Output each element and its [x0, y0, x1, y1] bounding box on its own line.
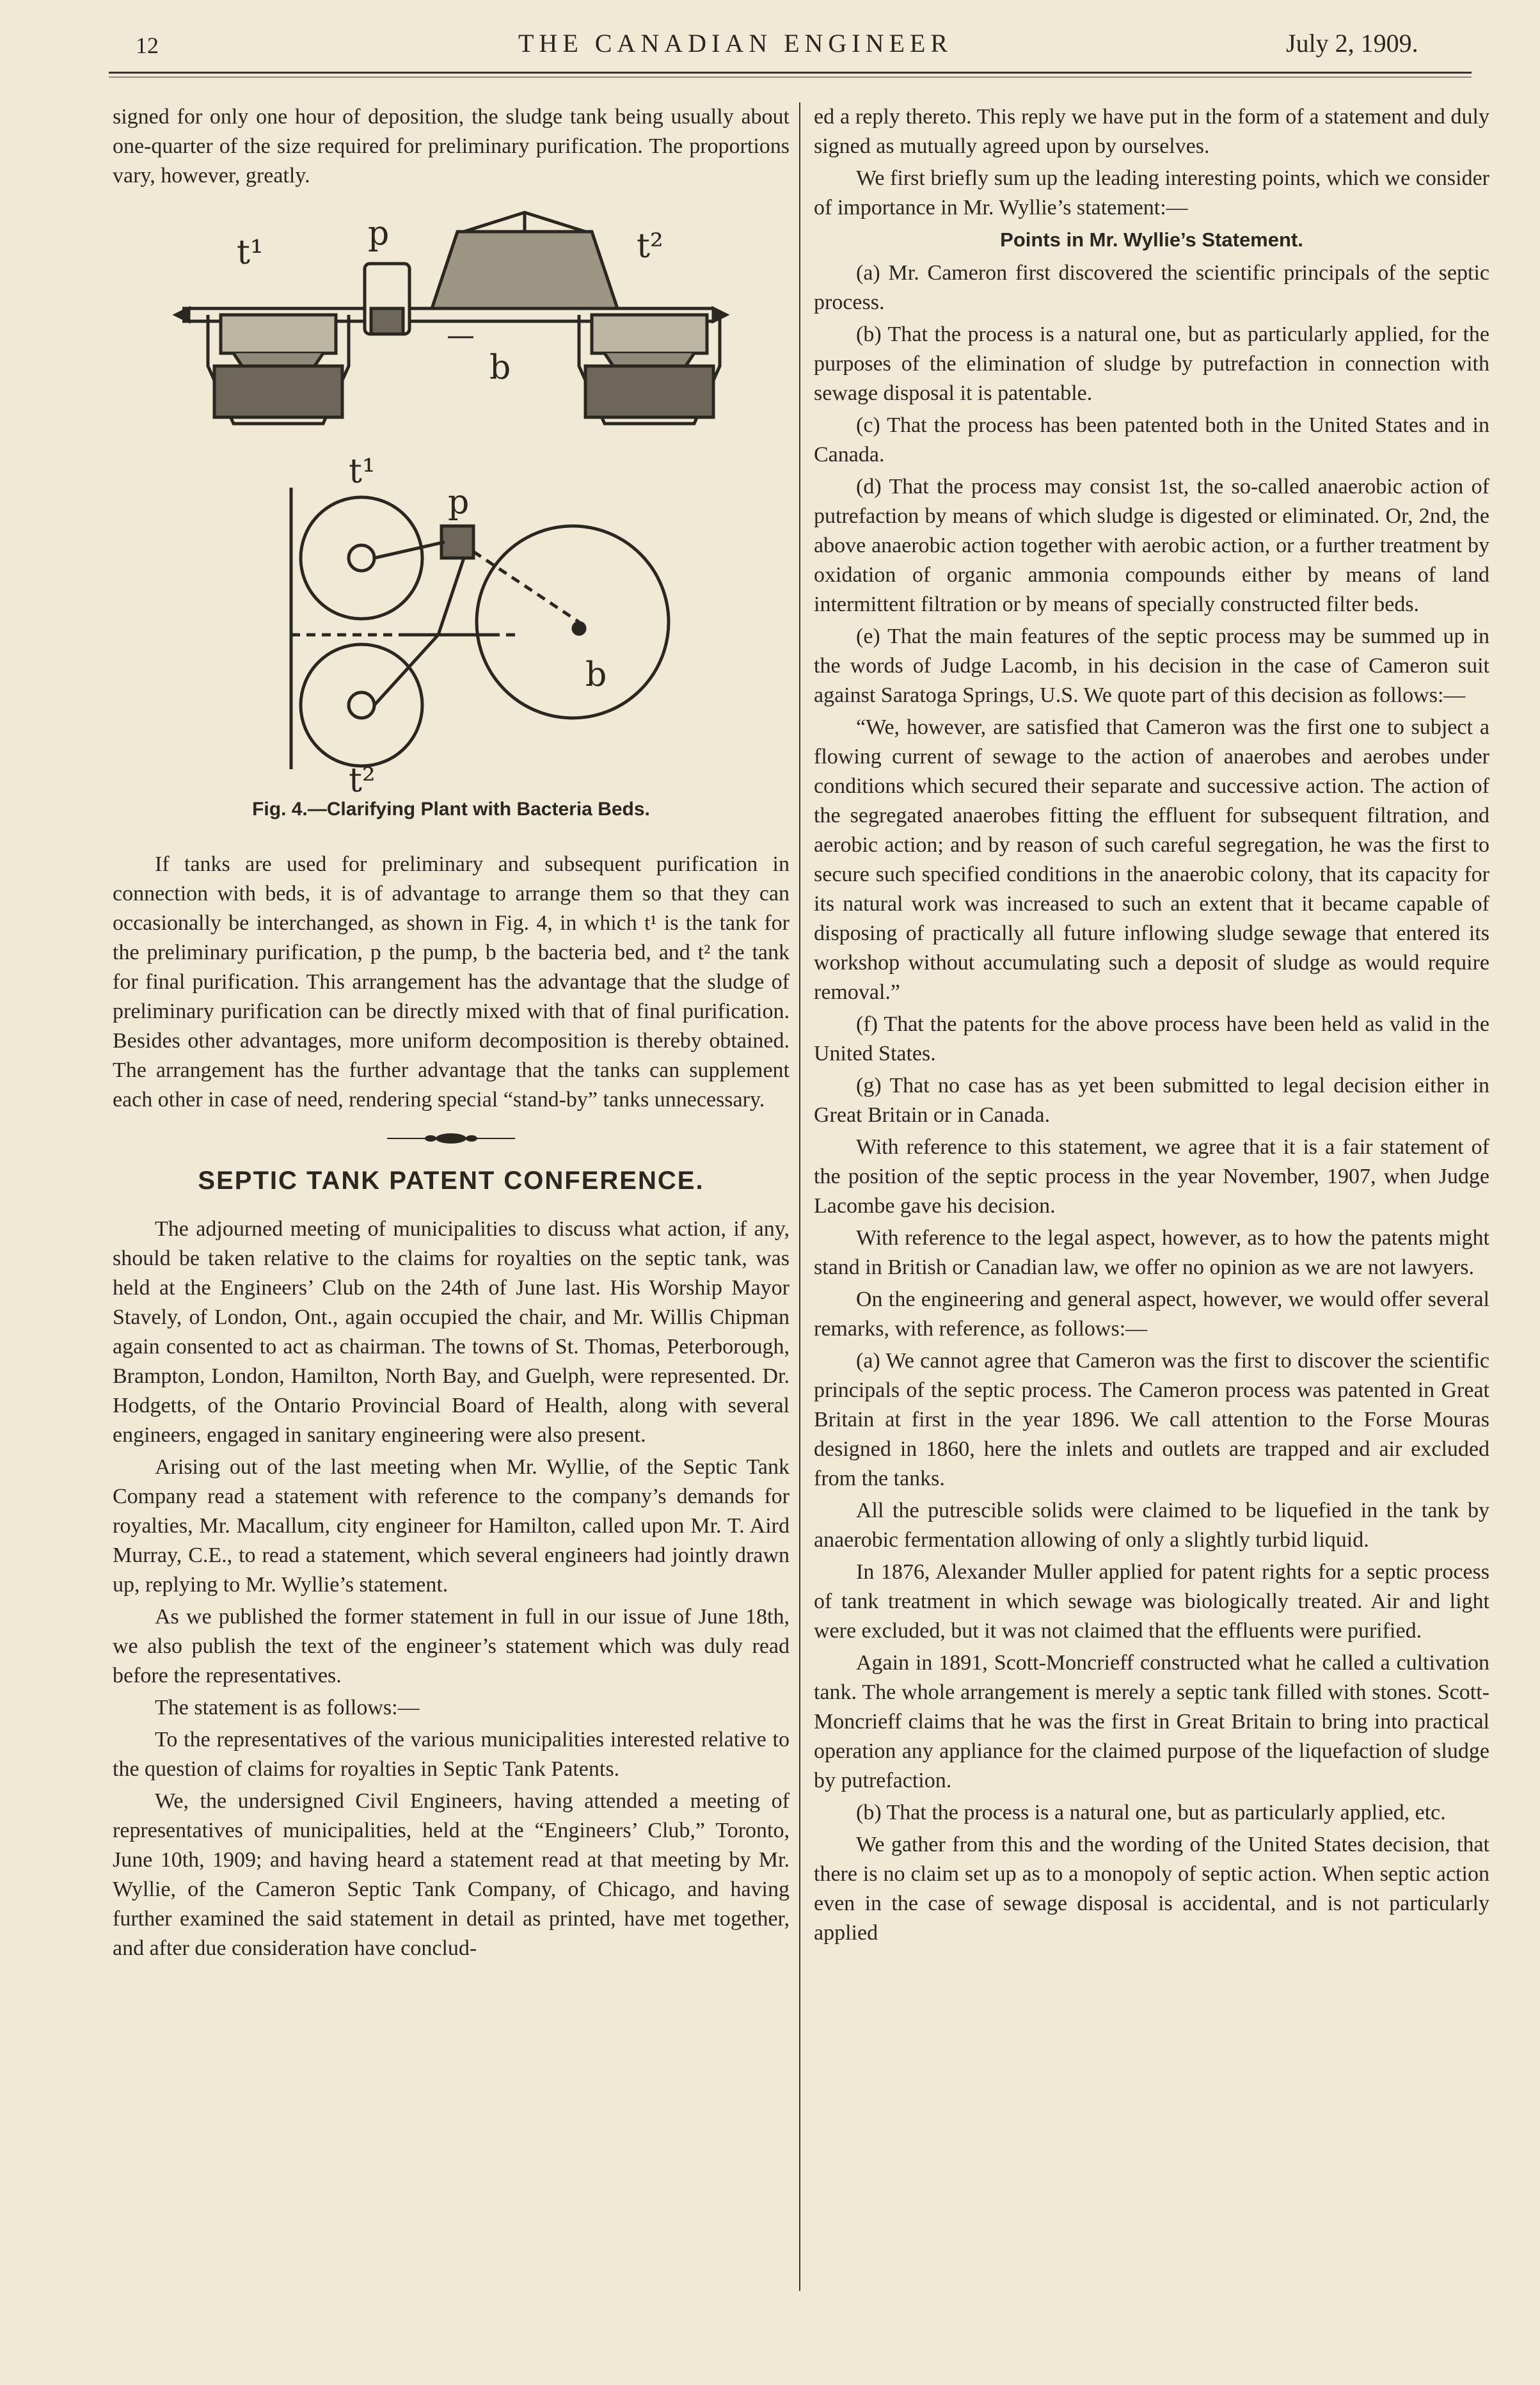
- gather-paragraph: We gather from this and the wording of the United States decision, that there is no claim set up as to a monopoly of septic action. When septic action even in the case of sewage disposal is accidental, and is not particularly applied: [814, 1833, 1489, 1945]
- header-rule: [109, 72, 1472, 74]
- page-number: 12: [136, 33, 159, 58]
- reference-paragraph-2: With reference to the legal aspect, however, as to how the patents might stand in British or Canadian law, we offer no opinion as we are not lawyers.: [814, 1226, 1489, 1279]
- continued-paragraph: ed a reply thereto. This reply we have put in the form of a statement and duly signed as mutually agreed upon by ourselves.: [814, 105, 1489, 158]
- point-f: (f) That the patents for the above process have been held as valid in the United States.: [814, 1012, 1489, 1065]
- first-sum-paragraph: We first briefly sum up the leading interesting points, which we consider of importance in Mr. Wyllie’s statement:—: [814, 166, 1489, 219]
- putrescible-paragraph: All the putrescible solids were claimed to be liquefied in the tank by anaerobic fermentation allowing of only a slightly turbid liquid.: [814, 1499, 1489, 1552]
- point-c: (c) That the process has been patented both in the United States and in Canada.: [814, 413, 1489, 467]
- address-paragraph: To the representatives of the various municipalities interested relative to the question of claims for royalties in Septic Tank Patents.: [113, 1728, 790, 1781]
- fig4-elevation-drawing: [163, 193, 739, 449]
- muller-paragraph: In 1876, Alexander Muller applied for patent rights for a septic process of tank treatment in which sewage was biologically treated. Air and light were excluded, but it was not claimed that the effluents were purified.: [814, 1560, 1489, 1643]
- tanks-paragraph: If tanks are used for preliminary and subsequent purification in connection with beds, it is of advantage to arrange them so that they can occasionally be interchanged, as shown in Fig. 4, in which t¹ is the tank for the preliminary purification, p the pump, b the bacteria bed, and t² the tank for final purification. This arrangement has the advantage that the sludge of preliminary purification can be directly mixed with that of final purification. Besides other advantages, more uniform decomposition is thereby obtained. The arrangement has the further advantage that the tanks can supplement each other in case of need, rendering special “stand-by” tanks unnecessary.: [113, 852, 790, 1112]
- fig4-plan-label-b: b: [585, 656, 607, 694]
- right-column: [814, 102, 1489, 1950]
- issue-date: July 2, 1909.: [1286, 29, 1418, 58]
- fig4-label-b: b: [489, 349, 511, 387]
- arising-paragraph: Arising out of the last meeting when Mr. Wyllie, of the Septic Tank Company read a statement with reference to the company’s demands for royalties, Mr. Macallum, city engineer for Hamilton, called upon Mr. T. Aird Murray, C.E., to read a statement, which several engineers had jointly drawn up, replying to Mr. Wyllie’s statement.: [113, 1455, 790, 1597]
- statement-intro: The statement is as follows:—: [155, 1696, 420, 1719]
- fig4-label-t1: t¹: [237, 234, 264, 272]
- section-ornament: [387, 1129, 515, 1148]
- fig4-label-p: p: [368, 214, 390, 253]
- remark-a: (a) We cannot agree that Cameron was the first to discover the scientific principals of the septic process. The Cameron process was patented in Great Britain at first in the year 1896. We call attention to the Forse Mouras designed in 1860, here the inlets and outlets are trapped and air excluded from the tanks.: [814, 1349, 1489, 1490]
- fig4-plan-label-t1: t¹: [349, 452, 376, 491]
- fig4-label-t2: t²: [637, 227, 663, 266]
- fig4-plan-drawing: [163, 449, 739, 795]
- point-g: (g) That no case has as yet been submitted to legal decision either in Great Britain or in Canada.: [814, 1074, 1489, 1127]
- decision-quote: “We, however, are satisfied that Cameron was the first one to subject a flowing current of sewage to the action of anaerobes and aerobes under conditions which secured their separate and successive action. The action of the segregated anaerobes fitting the effluent for subsequent filtration, and aerobic action; and by reason of such careful segregation, he was the first to secure such specified conditions in the anaerobic colony, that its capacity for its natural work was increased to such an extent that it became capable of disposing of practically all future inflowing sludge sewage that entered its workshop without accumulating such a deposit of sludge as would require removal.”: [814, 715, 1489, 1004]
- journal-title: THE CANADIAN ENGINEER: [518, 29, 953, 58]
- points-subheading: Points in Mr. Wyllie’s Statement.: [1000, 228, 1303, 251]
- left-column: [113, 102, 790, 1966]
- fig4-caption: Fig. 4.—Clarifying Plant with Bacteria Beds.: [252, 799, 650, 820]
- fig4-plan-label-p: p: [448, 483, 470, 522]
- intro-paragraph: signed for only one hour of deposition, the sludge tank being usually about one-quarter of the size required for preliminary purification. The proportions vary, however, greatly.: [113, 105, 790, 187]
- engineering-aspect-paragraph: On the engineering and general aspect, however, we would offer several remarks, with reference, as follows:—: [814, 1288, 1489, 1341]
- point-d: (d) That the process may consist 1st, the so-called anaerobic action of putrefaction by means of which sludge is digested or eliminated. Or, 2nd, the above anaerobic action together with aerobic action, or a further treatment by oxidation of organic ammonia compounds either by means of land intermittent filtration or by means of specially constructed filter beds.: [814, 475, 1489, 616]
- section-heading: SEPTIC TANK PATENT CONFERENCE.: [198, 1167, 704, 1195]
- point-a: (a) Mr. Cameron first discovered the scientific principals of the septic process.: [814, 261, 1489, 314]
- point-e: (e) That the main features of the septic process may be summed up in the words of Judge Lacomb, in his decision in the case of Cameron suit against Saratoga Springs, U.S. We quote part of this decision as follows:—: [814, 625, 1489, 707]
- moncrieff-paragraph: Again in 1891, Scott-Moncrieff constructed what he called a cultivation tank. The whole arrangement is merely a septic tank filled with stones. Scott-Moncrieff claims that he was the first in Great Britain to bring into practical operation any appliance for the claimed purpose of the liquefaction of sludge by putrefaction.: [814, 1651, 1489, 1792]
- adjourned-paragraph: The adjourned meeting of municipalities to discuss what action, if any, should be taken relative to the claims for royalties on the septic tank, was held at the Engineers’ Club on the 24th of June last. His Worship Mayor Stavely, of London, Ont., again occupied the chair, and Mr. Willis Chipman again consented to act as chairman. The towns of St. Thomas, Peterborough, Brampton, London, Hamilton, North Bay, and Guelph, were represented. Dr. Hodgetts, of the Ontario Provincial Board of Health, along with several engineers, engaged in sanitary engineering were also present.: [113, 1217, 790, 1447]
- fig4-plan-label-t2: t²: [349, 762, 376, 795]
- point-b: (b) That the process is a natural one, but as particularly applied, for the purposes of the elimination of sludge by putrefaction in connection with sewage disposal it is patentable.: [814, 323, 1489, 405]
- undersigned-paragraph: We, the undersigned Civil Engineers, having attended a meeting of representatives of municipalities, held at the “Engineers’ Club,” Toronto, June 10th, 1909; and having heard a statement read at that meeting by Mr. Wyllie, of the Cameron Septic Tank Company, of Chicago, and having further examined the said statement in detail as printed, have met together, and after due consideration have conclud-: [113, 1789, 790, 1960]
- published-paragraph: As we published the former statement in full in our issue of June 18th, we also publish the text of the engineer’s statement which was duly read before the representatives.: [113, 1605, 790, 1687]
- remark-b: (b) That the process is a natural one, but as particularly applied, etc.: [856, 1801, 1446, 1824]
- reference-paragraph-1: With reference to this statement, we agree that it is a fair statement of the position of the septic process in the year November, 1907, when Judge Lacombe gave his decision.: [814, 1135, 1489, 1218]
- column-divider: [799, 102, 800, 2291]
